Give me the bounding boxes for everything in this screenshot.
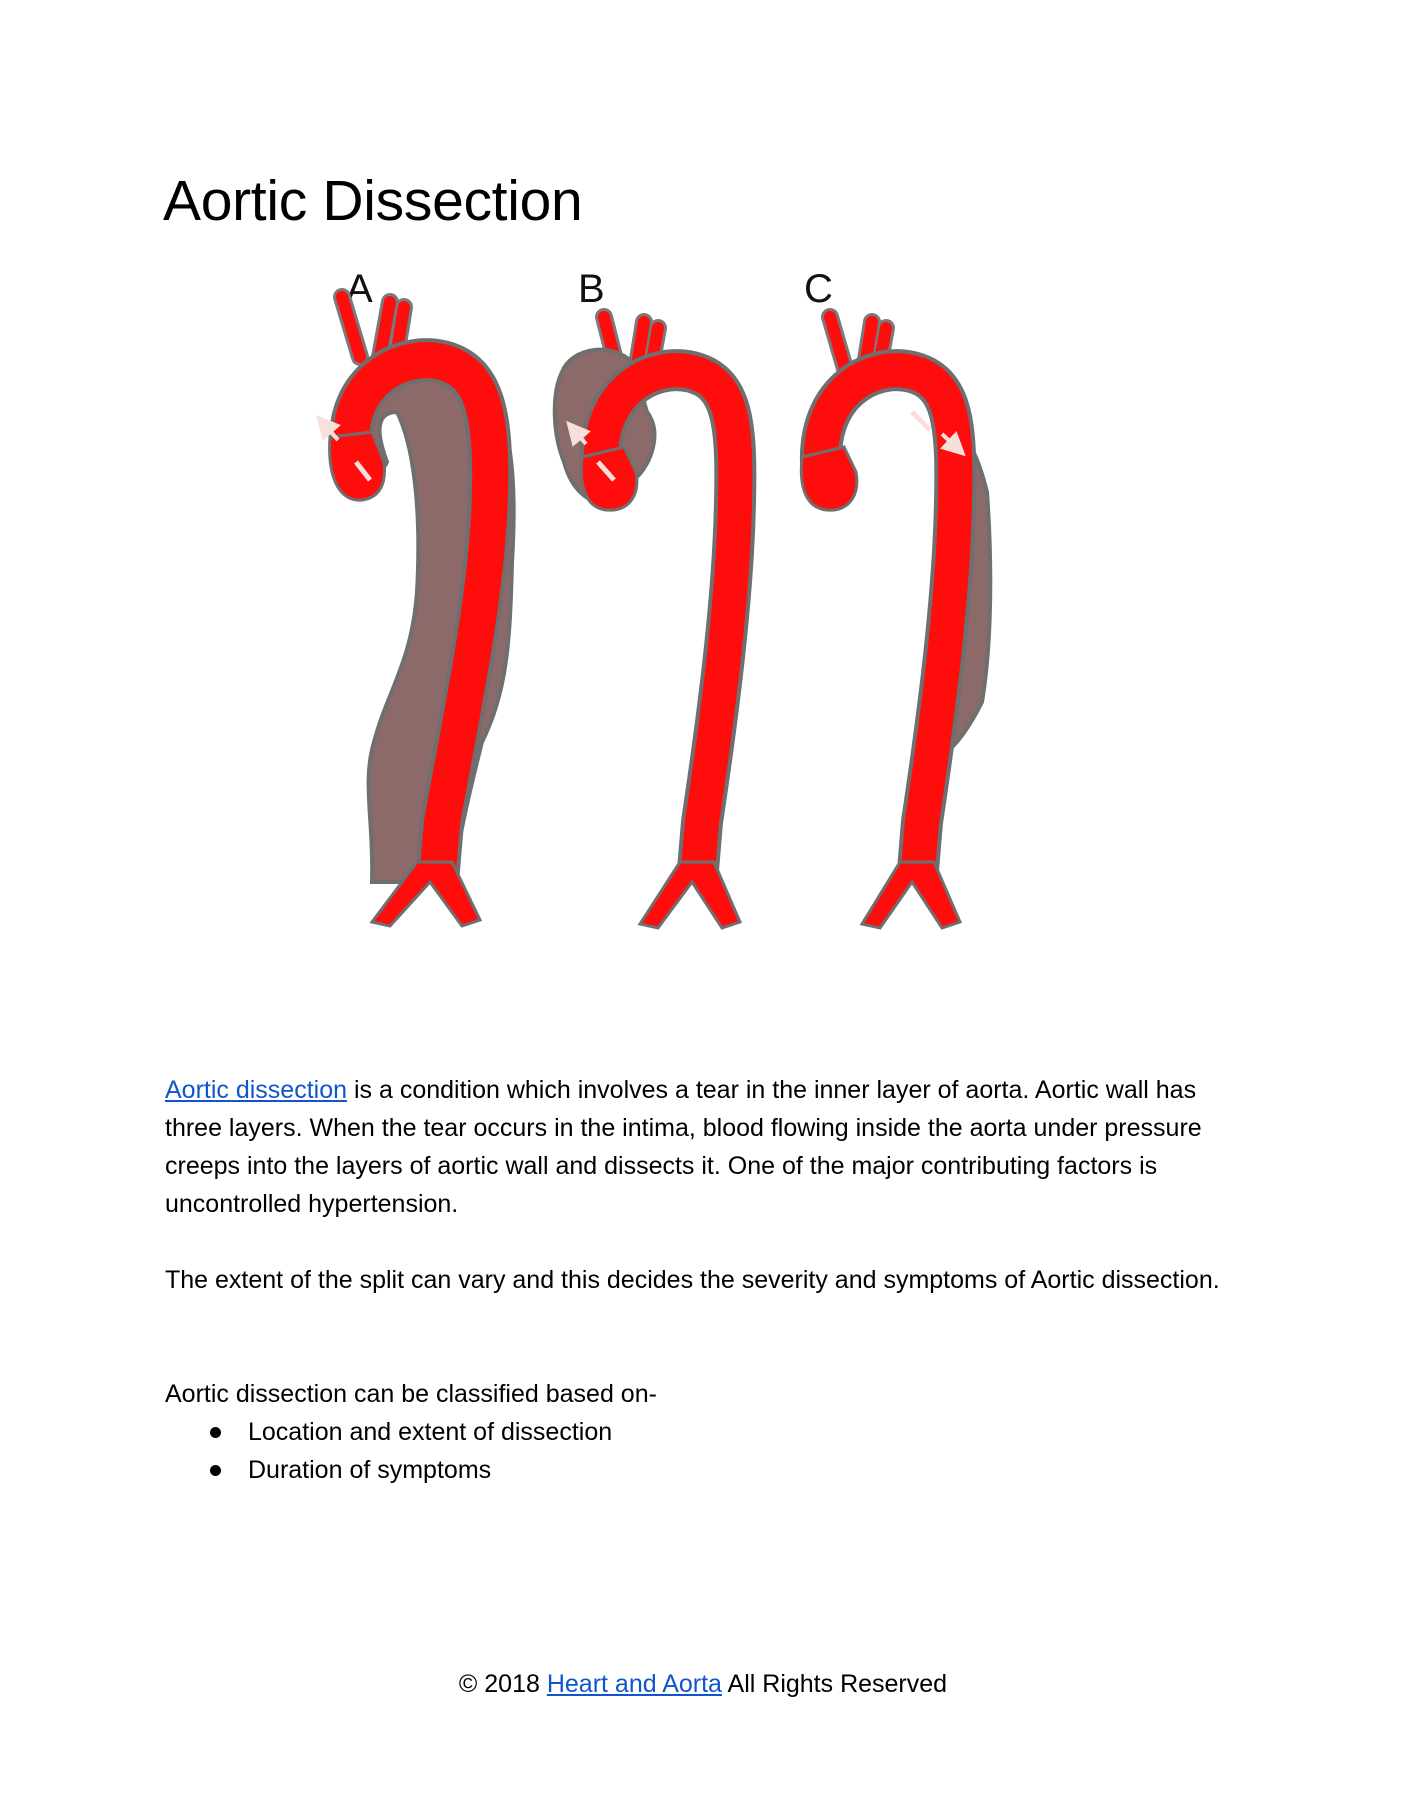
label-c: C <box>804 267 833 311</box>
list-item-text: Duration of symptoms <box>248 1456 492 1484</box>
page-title: Aortic Dissection <box>163 169 583 233</box>
bullet-icon <box>210 1427 221 1438</box>
label-a: A <box>346 267 373 311</box>
footer <box>0 1665 1406 1703</box>
aorta-b <box>555 267 740 928</box>
rights-text: All Rights Reserved <box>721 1670 948 1698</box>
paragraph-definition-text: is a condition which involves a tear in the inner layer of aorta. Aortic wall has three layers. When the tear occurs in the intima, blood flowing inside the aorta under pressure creeps into the layers of aortic wall and dissects it. One of the major contributing factors is uncontrolled hypertension. <box>165 1076 1202 1218</box>
paragraph-classification: Aortic dissection can be classified based on- <box>165 1380 657 1408</box>
copyright-text: © 2018 <box>458 1670 547 1698</box>
aorta-c <box>801 267 990 928</box>
paragraph-severity: The extent of the split can vary and this decides the severity and symptoms of Aortic dissection. <box>165 1266 1220 1294</box>
aortic-dissection-figure <box>312 262 1090 1032</box>
list-item <box>165 1451 612 1489</box>
aorta-illustration <box>312 262 1090 1032</box>
aorta-a <box>324 267 514 926</box>
paragraph-definition <box>165 1071 1255 1223</box>
heart-and-aorta-link[interactable]: Heart and Aorta <box>546 1670 722 1698</box>
aortic-dissection-link[interactable]: Aortic dissection <box>165 1076 348 1104</box>
classification-list <box>165 1413 612 1489</box>
list-item-text: Location and extent of dissection <box>248 1418 613 1446</box>
bullet-icon <box>210 1465 221 1476</box>
list-item <box>165 1413 612 1451</box>
label-b: B <box>578 267 605 311</box>
